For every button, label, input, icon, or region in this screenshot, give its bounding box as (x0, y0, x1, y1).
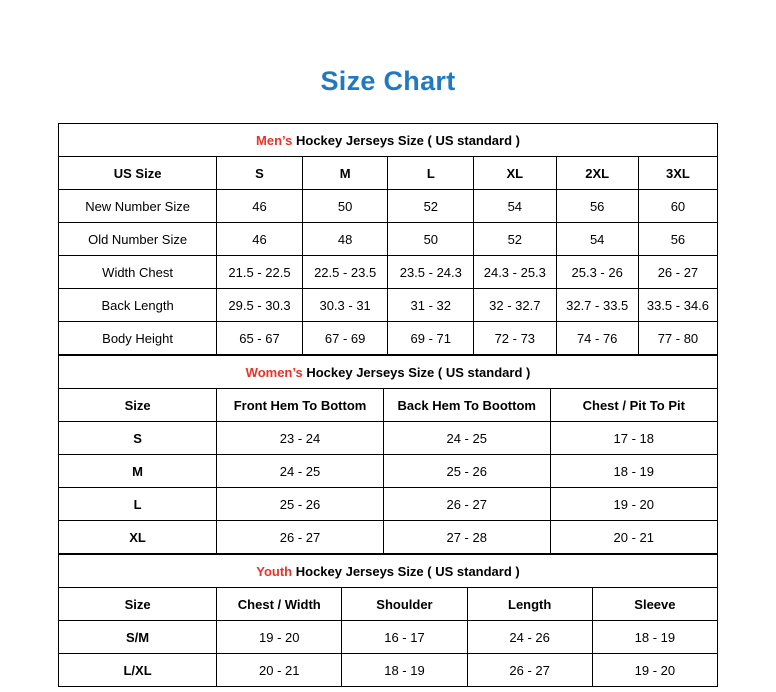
womens-banner-rest: Hockey Jerseys Size ( US standard ) (302, 364, 531, 380)
womens-section-banner (59, 356, 718, 389)
mens-cell: 46 (217, 223, 303, 256)
womens-row-label: M (59, 455, 217, 488)
womens-row-label: S (59, 422, 217, 455)
mens-row-label: Body Height (59, 322, 217, 355)
mens-cell: 72 - 73 (474, 322, 556, 355)
mens-cell: 52 (474, 223, 556, 256)
mens-cell: 25.3 - 26 (556, 256, 638, 289)
table-row (59, 521, 718, 554)
mens-cell: 60 (638, 190, 717, 223)
mens-banner-rest: Hockey Jerseys Size ( US standard ) (292, 132, 520, 148)
youth-size-table (58, 554, 718, 687)
youth-header-cell: Length (467, 588, 592, 621)
mens-cell: 50 (388, 223, 474, 256)
size-chart-container (58, 123, 718, 687)
mens-cell: 32 - 32.7 (474, 289, 556, 322)
womens-header-cell: Front Hem To Bottom (217, 389, 384, 422)
mens-row-label: Back Length (59, 289, 217, 322)
mens-cell: 74 - 76 (556, 322, 638, 355)
womens-cell: 20 - 21 (550, 521, 717, 554)
youth-cell: 16 - 17 (342, 621, 467, 654)
mens-cell: 32.7 - 33.5 (556, 289, 638, 322)
youth-cell: 18 - 19 (342, 654, 467, 687)
womens-cell: 24 - 25 (383, 422, 550, 455)
mens-cell: 67 - 69 (302, 322, 388, 355)
womens-header-cell: Chest / Pit To Pit (550, 389, 717, 422)
youth-header-cell: Size (59, 588, 217, 621)
youth-cell: 18 - 19 (592, 621, 717, 654)
table-row (59, 621, 718, 654)
mens-cell: 56 (638, 223, 717, 256)
table-row (59, 190, 718, 223)
mens-header-cell: L (388, 157, 474, 190)
mens-banner-accent: Men’s (256, 132, 293, 148)
youth-row-label: L/XL (59, 654, 217, 687)
womens-header-cell: Back Hem To Boottom (383, 389, 550, 422)
mens-cell: 54 (474, 190, 556, 223)
mens-cell: 30.3 - 31 (302, 289, 388, 322)
youth-section-banner (59, 555, 718, 588)
womens-header-cell: Size (59, 389, 217, 422)
youth-cell: 19 - 20 (217, 621, 342, 654)
youth-banner-accent: Youth (256, 563, 293, 579)
womens-row-label: XL (59, 521, 217, 554)
mens-cell: 50 (302, 190, 388, 223)
mens-section-banner (59, 124, 718, 157)
womens-banner-accent: Women’s (245, 364, 303, 380)
womens-cell: 26 - 27 (217, 521, 384, 554)
mens-cell: 77 - 80 (638, 322, 717, 355)
mens-cell: 31 - 32 (388, 289, 474, 322)
page-title: Size Chart (320, 66, 456, 96)
youth-banner-rest: Hockey Jerseys Size ( US standard ) (292, 563, 520, 579)
table-row (59, 488, 718, 521)
womens-cell: 19 - 20 (550, 488, 717, 521)
table-banner-row (59, 555, 718, 588)
mens-cell: 29.5 - 30.3 (217, 289, 303, 322)
womens-cell: 25 - 26 (383, 455, 550, 488)
womens-size-table (58, 355, 718, 554)
table-row (59, 256, 718, 289)
youth-cell: 20 - 21 (217, 654, 342, 687)
table-header-row (59, 157, 718, 190)
table-row (59, 322, 718, 355)
youth-header-cell: Chest / Width (217, 588, 342, 621)
youth-cell: 26 - 27 (467, 654, 592, 687)
mens-cell: 26 - 27 (638, 256, 717, 289)
mens-cell: 22.5 - 23.5 (302, 256, 388, 289)
mens-header-cell: S (217, 157, 303, 190)
mens-header-cell: M (302, 157, 388, 190)
table-banner-row (59, 124, 718, 157)
youth-row-label: S/M (59, 621, 217, 654)
womens-cell: 17 - 18 (550, 422, 717, 455)
mens-header-cell: 3XL (638, 157, 717, 190)
mens-cell: 24.3 - 25.3 (474, 256, 556, 289)
table-header-row (59, 588, 718, 621)
mens-cell: 48 (302, 223, 388, 256)
mens-row-label: Width Chest (59, 256, 217, 289)
table-header-row (59, 389, 718, 422)
mens-cell: 21.5 - 22.5 (217, 256, 303, 289)
table-row (59, 422, 718, 455)
table-row (59, 654, 718, 687)
mens-cell: 33.5 - 34.6 (638, 289, 717, 322)
table-banner-row (59, 356, 718, 389)
mens-cell: 65 - 67 (217, 322, 303, 355)
womens-row-label: L (59, 488, 217, 521)
mens-header-cell: 2XL (556, 157, 638, 190)
table-row (59, 223, 718, 256)
youth-cell: 24 - 26 (467, 621, 592, 654)
mens-cell: 54 (556, 223, 638, 256)
mens-row-label: New Number Size (59, 190, 217, 223)
womens-cell: 23 - 24 (217, 422, 384, 455)
mens-cell: 23.5 - 24.3 (388, 256, 474, 289)
womens-cell: 27 - 28 (383, 521, 550, 554)
mens-cell: 46 (217, 190, 303, 223)
mens-header-cell: US Size (59, 157, 217, 190)
mens-header-cell: XL (474, 157, 556, 190)
mens-row-label: Old Number Size (59, 223, 217, 256)
youth-header-cell: Sleeve (592, 588, 717, 621)
womens-cell: 25 - 26 (217, 488, 384, 521)
mens-cell: 69 - 71 (388, 322, 474, 355)
womens-cell: 24 - 25 (217, 455, 384, 488)
mens-cell: 52 (388, 190, 474, 223)
womens-cell: 18 - 19 (550, 455, 717, 488)
mens-size-table (58, 123, 718, 355)
womens-cell: 26 - 27 (383, 488, 550, 521)
youth-header-cell: Shoulder (342, 588, 467, 621)
table-row (59, 455, 718, 488)
youth-cell: 19 - 20 (592, 654, 717, 687)
table-row (59, 289, 718, 322)
mens-cell: 56 (556, 190, 638, 223)
